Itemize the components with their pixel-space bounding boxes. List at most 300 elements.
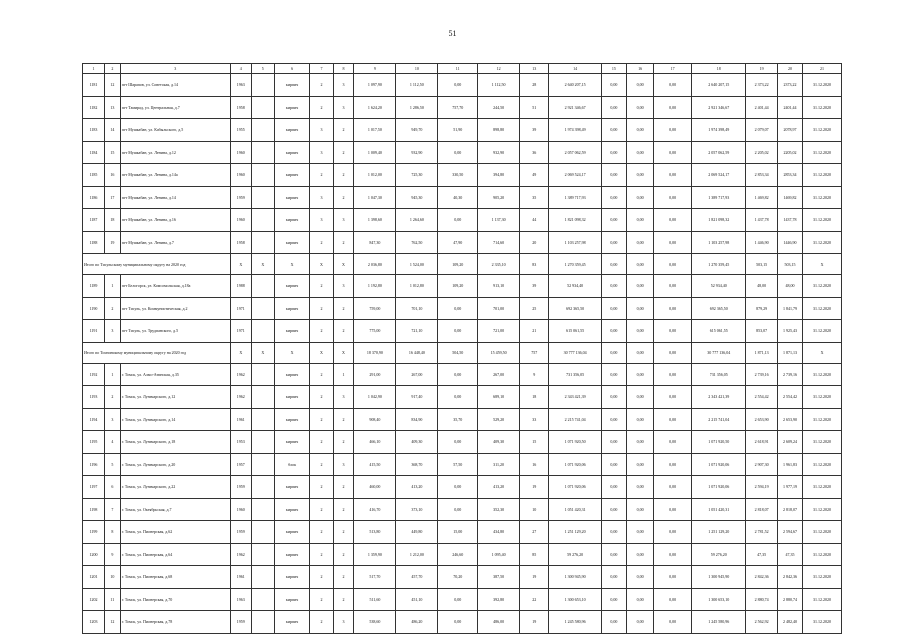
table-cell: 413,20 xyxy=(396,476,438,499)
table-cell: 1 286,50 xyxy=(396,96,438,119)
table-cell: 1 042,90 xyxy=(354,386,396,409)
table-cell: 721,00 xyxy=(478,320,520,343)
table-cell: 0,00 xyxy=(601,164,626,187)
table-cell: X xyxy=(803,342,842,363)
table-cell: кирпич xyxy=(274,386,310,409)
table-cell: 19 xyxy=(520,476,549,499)
table-cell: 1 137,30 xyxy=(478,209,520,232)
table-cell: 11 xyxy=(105,588,121,611)
table-cell: 1 389 717,93 xyxy=(691,186,746,209)
address-cell: г. Томск, ул. Октябрьская, д.7 xyxy=(120,498,230,521)
table-cell xyxy=(251,96,274,119)
table-cell: 1 103 257,98 xyxy=(691,231,746,254)
header-cell: 7 xyxy=(310,64,333,74)
address-cell: г. Томск, ул. Луначарского, д.14 xyxy=(120,408,230,431)
table-cell: 1 974 398,49 xyxy=(549,119,601,142)
table-cell: 1958 xyxy=(230,96,251,119)
table-cell: кирпич xyxy=(274,566,310,589)
table-cell: 1 245 580,96 xyxy=(691,611,746,634)
table-cell: 1 112,50 xyxy=(478,74,520,97)
table-cell: 3 xyxy=(310,186,333,209)
table-cell: 30 777 136,04 xyxy=(691,342,746,363)
table-cell: 2 xyxy=(333,231,354,254)
total-row xyxy=(83,254,842,275)
table-cell: 31.12.2020 xyxy=(803,566,842,589)
table-cell: кирпич xyxy=(274,96,310,119)
table-cell: 1961 xyxy=(230,408,251,431)
table-cell: 5 xyxy=(105,453,121,476)
table-cell: 3 xyxy=(310,119,333,142)
table-cell: 0,00 xyxy=(601,186,626,209)
table-cell: 1971 xyxy=(230,297,251,320)
table-cell: 109,20 xyxy=(438,275,478,298)
table-cell: 834,90 xyxy=(396,408,438,431)
table-cell: 1 071 920,06 xyxy=(691,476,746,499)
table-cell: 12 xyxy=(105,611,121,634)
table-cell: 1 841,79 xyxy=(777,297,802,320)
table-cell: 2 079,07 xyxy=(746,119,777,142)
table-cell: 1 398,60 xyxy=(354,209,396,232)
table-cell: 1 270 359,45 xyxy=(549,254,601,275)
table-cell: 2 xyxy=(310,297,333,320)
table-cell: 2 921 346,67 xyxy=(691,96,746,119)
table-cell: 1962 xyxy=(230,543,251,566)
table-cell: 0,00 xyxy=(601,588,626,611)
table-cell: 0,00 xyxy=(626,363,653,386)
table-cell: 1203 xyxy=(83,611,105,634)
table-cell: 0,00 xyxy=(654,209,692,232)
table-cell: 31.12.2020 xyxy=(803,74,842,97)
table-cell: 0,00 xyxy=(438,498,478,521)
table-cell: X xyxy=(333,342,354,363)
table-cell: X xyxy=(230,342,251,363)
table-row xyxy=(83,363,842,386)
table-cell: 1 446,90 xyxy=(746,231,777,254)
table-cell: 31.12.2020 xyxy=(803,320,842,343)
table-row xyxy=(83,119,842,142)
table-cell: 2 xyxy=(310,96,333,119)
table-cell: 2 818,07 xyxy=(777,498,802,521)
table-cell: 352,30 xyxy=(478,498,520,521)
table-cell: 0,00 xyxy=(438,431,478,454)
table-cell: 949,70 xyxy=(396,119,438,142)
table-cell: 311,20 xyxy=(478,453,520,476)
table-cell: 451,10 xyxy=(396,588,438,611)
table-cell: 3 xyxy=(333,74,354,97)
table-cell: 1988 xyxy=(230,275,251,298)
table-cell: 394,80 xyxy=(478,164,520,187)
table-cell: 0,00 xyxy=(601,297,626,320)
table-cell: 0,00 xyxy=(654,254,692,275)
table-cell: 2 215 741,04 xyxy=(549,408,601,431)
table-cell: 1963 xyxy=(230,74,251,97)
table-cell: 8 xyxy=(105,521,121,544)
table-cell: 517,70 xyxy=(354,566,396,589)
table-cell: 31.12.2020 xyxy=(803,611,842,634)
table-cell: 1183 xyxy=(83,119,105,142)
table-cell: 1962 xyxy=(230,363,251,386)
table-cell: 511,60 xyxy=(354,588,396,611)
table-cell: 2 653,90 xyxy=(777,408,802,431)
table-cell: 0,00 xyxy=(626,611,653,634)
table-cell: 2 xyxy=(333,408,354,431)
table-cell xyxy=(251,431,274,454)
table-cell: 0,00 xyxy=(601,342,626,363)
header-cell: 1 xyxy=(83,64,105,74)
table-cell: 1 359,90 xyxy=(354,543,396,566)
table-cell: 1 071 920,50 xyxy=(691,431,746,454)
table-cell: 1 071 920,06 xyxy=(549,453,601,476)
table-cell: 0,00 xyxy=(438,588,478,611)
table-cell: 457,70 xyxy=(396,566,438,589)
table-cell: 392,80 xyxy=(478,588,520,611)
table-row xyxy=(83,231,842,254)
table-cell: 1959 xyxy=(230,521,251,544)
table-cell xyxy=(251,186,274,209)
table-cell: 0,00 xyxy=(654,119,692,142)
table-cell: 0,00 xyxy=(626,521,653,544)
table-cell: 0,00 xyxy=(601,209,626,232)
table-cell: 1 300 945,90 xyxy=(691,566,746,589)
table-cell: 1189 xyxy=(83,275,105,298)
table-cell: 1188 xyxy=(83,231,105,254)
table-cell: 1960 xyxy=(230,498,251,521)
table-cell: 2 907,30 xyxy=(746,453,777,476)
table-cell: 387,50 xyxy=(478,566,520,589)
table-cell: 28 xyxy=(520,74,549,97)
table-cell: 1 095,40 xyxy=(478,543,520,566)
table-cell: 31.12.2020 xyxy=(803,543,842,566)
table-cell: 0,00 xyxy=(654,74,692,97)
table-cell: 0,00 xyxy=(626,476,653,499)
table-cell: 1960 xyxy=(230,209,251,232)
table-cell: 1 977,19 xyxy=(777,476,802,499)
table-cell: 2 xyxy=(310,320,333,343)
table-cell: 1 251 129,20 xyxy=(691,521,746,544)
table-cell: 0,00 xyxy=(626,141,653,164)
table-cell xyxy=(251,363,274,386)
table-cell: 0,00 xyxy=(601,363,626,386)
table-row xyxy=(83,408,842,431)
table-cell: 0,00 xyxy=(654,297,692,320)
table-row xyxy=(83,74,842,97)
table-cell: 449,80 xyxy=(396,521,438,544)
header-cell: 16 xyxy=(626,64,653,74)
table-cell: 2 842,36 xyxy=(746,566,777,589)
table-row xyxy=(83,453,842,476)
table-cell: 1 251 129,20 xyxy=(549,521,601,544)
table-cell: 2 xyxy=(333,186,354,209)
table-cell: 2 880,74 xyxy=(777,588,802,611)
table-cell: 0,00 xyxy=(654,363,692,386)
table-cell: 1 009,40 xyxy=(354,141,396,164)
table-cell: кирпич xyxy=(274,588,310,611)
table-cell: 14 xyxy=(105,119,121,142)
table-cell: 2 xyxy=(310,275,333,298)
table-cell: 1192 xyxy=(83,363,105,386)
table-cell: 2 xyxy=(310,408,333,431)
table-cell: 373,10 xyxy=(396,498,438,521)
table-cell: 2 594,67 xyxy=(777,521,802,544)
table-cell: 932,90 xyxy=(478,141,520,164)
table-cell: 434,80 xyxy=(478,521,520,544)
table-cell: 1197 xyxy=(83,476,105,499)
table-cell: 1960 xyxy=(230,164,251,187)
table-cell: 1 051 420,31 xyxy=(691,498,746,521)
table-row xyxy=(83,566,842,589)
table-cell: 0,00 xyxy=(654,566,692,589)
table-cell: 2 640 207,15 xyxy=(691,74,746,97)
table-cell: 31.12.2020 xyxy=(803,209,842,232)
table-cell: 701,00 xyxy=(478,297,520,320)
table-cell: 18 370,90 xyxy=(354,342,396,363)
table-cell xyxy=(251,408,274,431)
table-cell: 16 448,40 xyxy=(396,342,438,363)
address-cell: пгт Шарапов, ул. Советская, д.14 xyxy=(120,74,230,97)
header-cell: 20 xyxy=(777,64,802,74)
table-cell: 20 xyxy=(520,231,549,254)
table-cell: 17 xyxy=(105,186,121,209)
table-cell: 12 xyxy=(105,74,121,97)
table-cell: 1 051 420,31 xyxy=(549,498,601,521)
table-cell: 2853,34 xyxy=(777,164,802,187)
table-cell: 2 xyxy=(333,498,354,521)
header-cell: 3 xyxy=(120,64,230,74)
table-cell: 0,00 xyxy=(438,386,478,409)
table-cell: 775,00 xyxy=(354,320,396,343)
table-cell: 0,00 xyxy=(654,164,692,187)
table-cell: 932,90 xyxy=(396,141,438,164)
table-cell: 2 842,36 xyxy=(777,566,802,589)
table-cell: 2 xyxy=(310,431,333,454)
table-cell: X xyxy=(274,254,310,275)
address-cell: г. Томск, ул. Луначарского, д.22 xyxy=(120,476,230,499)
table-cell: 917,40 xyxy=(396,386,438,409)
table-cell: 16 xyxy=(520,453,549,476)
header-row xyxy=(83,64,842,74)
address-cell: пгт Мушкабан, ул. Ленина, д.14 xyxy=(120,186,230,209)
table-cell xyxy=(251,141,274,164)
table-cell: 109,20 xyxy=(438,254,478,275)
header-cell: 10 xyxy=(396,64,438,74)
table-cell: 3 xyxy=(333,209,354,232)
table-cell xyxy=(251,566,274,589)
table-cell: 2373,22 xyxy=(777,74,802,97)
header-cell: 8 xyxy=(333,64,354,74)
table-cell: 31.12.2020 xyxy=(803,96,842,119)
table-cell: 0,00 xyxy=(654,96,692,119)
table-cell: кирпич xyxy=(274,275,310,298)
table-cell: 2 xyxy=(310,521,333,544)
table-cell: 48,00 xyxy=(746,275,777,298)
table-cell: 1 871,13 xyxy=(746,342,777,363)
table-cell: 0,00 xyxy=(438,209,478,232)
address-cell: пгт Тамирад, ул. Центральная, д.7 xyxy=(120,96,230,119)
table-cell: 1 469,82 xyxy=(746,186,777,209)
table-cell: 15 459,50 xyxy=(478,342,520,363)
table-row xyxy=(83,543,842,566)
table-cell: 51,90 xyxy=(438,119,478,142)
table-cell: 1 300 653,10 xyxy=(691,588,746,611)
table-cell: 415,50 xyxy=(354,453,396,476)
table-cell: 0,00 xyxy=(601,453,626,476)
table-cell: 3 xyxy=(333,275,354,298)
table-cell: 0,00 xyxy=(626,431,653,454)
table-cell: 16 xyxy=(105,164,121,187)
table-cell: 31.12.2020 xyxy=(803,119,842,142)
address-cell: г. Томск, ул. Луначарского, д.12 xyxy=(120,386,230,409)
table-cell: 3 xyxy=(333,386,354,409)
table-cell: 13 xyxy=(105,96,121,119)
address-cell: пгт Белогорск, ул. Комсомольская, д.18а xyxy=(120,275,230,298)
table-cell: 0,00 xyxy=(654,342,692,363)
header-cell: 9 xyxy=(354,64,396,74)
table-cell: 913,10 xyxy=(478,275,520,298)
table-cell: 1437,78 xyxy=(777,209,802,232)
table-cell: 0,00 xyxy=(601,543,626,566)
table-cell: 0,00 xyxy=(626,74,653,97)
table-cell: кирпич xyxy=(274,119,310,142)
table-row xyxy=(83,498,842,521)
table-cell: 1 212,00 xyxy=(396,543,438,566)
table-cell: 1 524,00 xyxy=(396,254,438,275)
table-row xyxy=(83,431,842,454)
table-cell: 31.12.2020 xyxy=(803,275,842,298)
table-cell: 409,30 xyxy=(478,431,520,454)
table-cell: 31.12.2020 xyxy=(803,588,842,611)
table-cell: 2 xyxy=(310,566,333,589)
header-cell: 15 xyxy=(601,64,626,74)
table-cell: 1 103 257,98 xyxy=(549,231,601,254)
table-cell: кирпич xyxy=(274,498,310,521)
table-cell: 1 624,20 xyxy=(354,96,396,119)
table-cell: 615 061,55 xyxy=(549,320,601,343)
table-cell: 3 xyxy=(333,611,354,634)
table-row xyxy=(83,209,842,232)
table-cell: кирпич xyxy=(274,186,310,209)
table-cell: 0,00 xyxy=(626,498,653,521)
table-cell: 2 xyxy=(333,521,354,544)
table-cell: 1955 xyxy=(230,119,251,142)
table-cell: 4 xyxy=(105,431,121,454)
table-cell: 0,00 xyxy=(654,498,692,521)
table-cell: 2 xyxy=(310,164,333,187)
table-cell: 0,00 xyxy=(438,476,478,499)
table-cell: 31.12.2020 xyxy=(803,297,842,320)
table-cell: 267,00 xyxy=(396,363,438,386)
table-cell: 1446,90 xyxy=(777,231,802,254)
table-cell xyxy=(251,209,274,232)
table-cell: 2 554,42 xyxy=(777,386,802,409)
address-cell: пгт Тисуль, ул. Трудпанского, д.5 xyxy=(120,320,230,343)
table-cell: 2 xyxy=(333,119,354,142)
table-cell: 2 xyxy=(105,297,121,320)
table-cell: 15 xyxy=(520,431,549,454)
table-cell: 1 925,43 xyxy=(777,320,802,343)
table-cell: 2 401,44 xyxy=(746,96,777,119)
table-cell: 31.12.2020 xyxy=(803,431,842,454)
address-cell: пгт Мушкабан, ул. Ленина, д.14а xyxy=(120,164,230,187)
table-cell: 21 xyxy=(520,320,549,343)
table-cell: 1957 xyxy=(230,453,251,476)
table-cell: 2 xyxy=(310,611,333,634)
table-cell xyxy=(251,74,274,97)
table-cell: 2 036,80 xyxy=(354,254,396,275)
table-cell: 1190 xyxy=(83,297,105,320)
table-cell: 2 215 741,04 xyxy=(691,408,746,431)
table-cell: 416,70 xyxy=(354,498,396,521)
table-row xyxy=(83,141,842,164)
table-cell: 1201 xyxy=(83,566,105,589)
table-cell: 368,70 xyxy=(396,453,438,476)
table-cell: 1 264,60 xyxy=(396,209,438,232)
table-cell: блок xyxy=(274,453,310,476)
header-cell: 17 xyxy=(654,64,692,74)
table-cell: 0,00 xyxy=(626,342,653,363)
address-cell: г. Томск, ул. Луначарского, д.20 xyxy=(120,453,230,476)
table-cell: 0,00 xyxy=(626,164,653,187)
table-cell: 1 071 920,50 xyxy=(549,431,601,454)
table-cell: 0,00 xyxy=(654,320,692,343)
table-cell: 31.12.2020 xyxy=(803,386,842,409)
table-cell: 503,15 xyxy=(777,254,802,275)
table-cell: 2 594,19 xyxy=(746,476,777,499)
table-cell: 2 818,07 xyxy=(746,498,777,521)
table-cell: 19 xyxy=(105,231,121,254)
table-cell: 2 562,92 xyxy=(746,611,777,634)
table-cell: 1953 xyxy=(230,431,251,454)
table-row xyxy=(83,297,842,320)
table-cell: 2 xyxy=(333,141,354,164)
table-cell: 0,00 xyxy=(438,611,478,634)
table-cell: 0,00 xyxy=(601,254,626,275)
address-cell: г. Томск, ул. Пионерская, д.78 xyxy=(120,611,230,634)
table-cell: кирпич xyxy=(274,141,310,164)
table-cell: 57,50 xyxy=(438,453,478,476)
table-cell: 1 300 653,10 xyxy=(549,588,601,611)
table-row xyxy=(83,521,842,544)
table-cell: 1 300 945,90 xyxy=(549,566,601,589)
table-cell: 847,30 xyxy=(354,231,396,254)
table-cell: 2 057 062,59 xyxy=(691,141,746,164)
table-cell: 2 xyxy=(310,231,333,254)
header-cell: 6 xyxy=(274,64,310,74)
table-cell: 0,00 xyxy=(654,408,692,431)
table-cell: 1194 xyxy=(83,408,105,431)
table-row xyxy=(83,611,842,634)
table-cell: 853,07 xyxy=(746,320,777,343)
table-cell: кирпич xyxy=(274,320,310,343)
table-row xyxy=(83,96,842,119)
table-cell: 2 xyxy=(333,431,354,454)
header-cell: 21 xyxy=(803,64,842,74)
table-cell: 1 389 717,93 xyxy=(549,186,601,209)
table-cell: 905,20 xyxy=(478,186,520,209)
table-cell: X xyxy=(251,342,274,363)
table-cell: 9 xyxy=(105,543,121,566)
table-cell: 1 xyxy=(105,363,121,386)
table-cell: 31.12.2020 xyxy=(803,521,842,544)
address-cell: г. Томск, ул. Пионерская, д.62 xyxy=(120,521,230,544)
table-cell: X xyxy=(251,254,274,275)
table-cell: 2 057 062,59 xyxy=(549,141,601,164)
table-cell: 39 xyxy=(520,275,549,298)
table-cell: 0,00 xyxy=(654,543,692,566)
table-cell: 35 xyxy=(520,186,549,209)
table-cell: 1 270 359,45 xyxy=(691,254,746,275)
table-cell: 1 097,90 xyxy=(354,74,396,97)
table-cell xyxy=(251,588,274,611)
